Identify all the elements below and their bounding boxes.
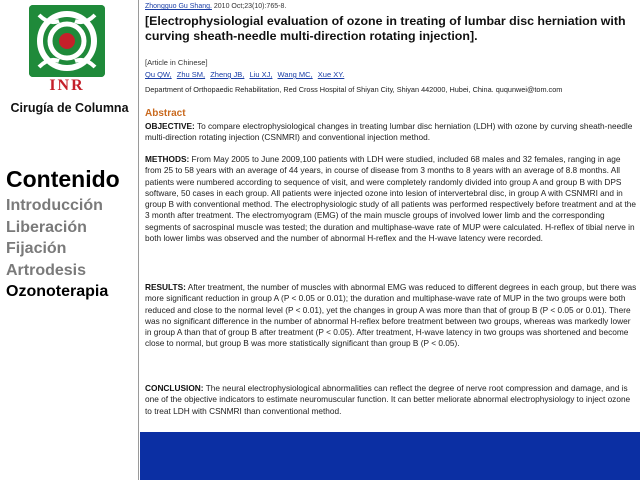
conclusion-text: The neural electrophysiological abnormalities can reflect the degree of nerve root compression and damage, and is one of the objective indicators to estimate neuromuscular function. It can better meliorate abnormal electrophysiology to inject ozone to treat LDH with CSNMRI than conventional method. — [145, 383, 631, 416]
article-language: [Article in Chinese] — [145, 58, 208, 67]
footer-bar — [140, 432, 640, 480]
objective-label: OBJECTIVE: — [145, 121, 195, 131]
nav-item-liberacion[interactable]: Liberación — [6, 218, 87, 236]
logo-emblem-icon — [29, 5, 105, 77]
methods-label: METHODS: — [145, 154, 190, 164]
nav-item-ozonoterapia[interactable]: Ozonoterapia — [6, 283, 109, 300]
article-title: [Electrophysiologial evaluation of ozone in treating of lumbar disc herniation with curving sheath-needle multi-direction rotating injection]. — [145, 14, 626, 43]
contents-nav — [6, 195, 108, 303]
objective-paragraph — [145, 121, 637, 144]
abstract-heading: Abstract — [145, 108, 186, 119]
abstract-page — [140, 0, 640, 432]
journal-link[interactable]: Zhongguo Gu Shang. — [145, 3, 212, 10]
nav-item-introduccion[interactable]: Introducción — [6, 197, 103, 214]
contents-heading: Contenido — [6, 166, 120, 192]
author-link[interactable]: Zhu SM, — [176, 70, 206, 79]
author-link[interactable]: Xue XY. — [317, 70, 345, 79]
conclusion-paragraph — [145, 383, 637, 417]
section-title: Cirugía de Columna — [10, 101, 129, 115]
citation — [145, 3, 286, 10]
citation-details: 2010 Oct;23(10):765-8. — [211, 3, 287, 10]
sidebar-divider — [138, 0, 139, 480]
author-link[interactable]: Zheng JB, — [210, 70, 245, 79]
author-list — [145, 70, 347, 79]
nav-item-fijacion[interactable]: Fijación — [6, 240, 67, 257]
logo-text: INR — [49, 77, 85, 94]
results-text: After treatment, the number of muscles with abnormal EMG was reduced to different degrees in each group, but there was more significant reduction in group A (P < 0.05 or 0.01); the duration and multiphase-wave rate of MUP in the two groups were both reduced and close to the normal level (P < 0.01), yet the changes in group A was more than that of group B (P < 0.05 or 0.01). There was no significant difference in the number of abnormal H-reflex before treatment between two groups, whereas was markedly lower in group A than that of group B after treatment (P < 0.05). After treatment, H-wave latency in two groups was shortened and become close to normal, but group B was more statistically significant than group B (P < 0.05). — [145, 282, 637, 349]
objective-text: To compare electrophysiological changes in treating lumbar disc herniation (LDH) with ozone by curving sheath-needle multi-direction rotating injection (CSNMRI) and conventional injection method. — [145, 121, 633, 143]
inr-logo — [29, 5, 105, 96]
results-paragraph — [145, 282, 637, 350]
affiliation: Department of Orthopaedic Rehabilitation, Red Cross Hospital of Shiyan City, Shiyan 442000, Hubei, China. ququnwei@tom.com — [145, 85, 563, 94]
conclusion-label: CONCLUSION: — [145, 383, 204, 393]
author-link[interactable]: Liu XJ, — [249, 70, 273, 79]
methods-paragraph — [145, 154, 637, 244]
sidebar — [0, 0, 139, 480]
results-label: RESULTS: — [145, 282, 186, 292]
nav-item-artrodesis[interactable]: Artrodesis — [6, 261, 87, 279]
methods-text: From May 2005 to June 2009,100 patients with LDH were studied, included 68 males and 32 females, ranging in age from 25 to 58 years with an average of 44 years, in course of disease from 3 months to 8 years with an average of 8.8 months. All patients were numbered according to sequence of visit, and were completely randomly divided into group A and group B with DPS software, 50 cases in each group. All patients were injected ozone into lesion of intervertebral disc, in group A with CSNMRI and in group B with conventional method. The electrophysiologic study of all patients was performed respectively before treatment and at the 3 month after treatment. The electromyogram (EMG) of the main muscle groups of involved lower limb and the corresponding segments of sacrospinal muscle was tested; the duration and multiphase-wave rate of MUP were calculated. H-reflex of tibial nerve in both lower limbs was observed and the number of abnormal H-reflex and the H-wave latency were recorded. — [145, 154, 637, 244]
author-link[interactable]: Wang MC, — [277, 70, 313, 79]
author-link[interactable]: Qu QW, — [145, 70, 172, 79]
